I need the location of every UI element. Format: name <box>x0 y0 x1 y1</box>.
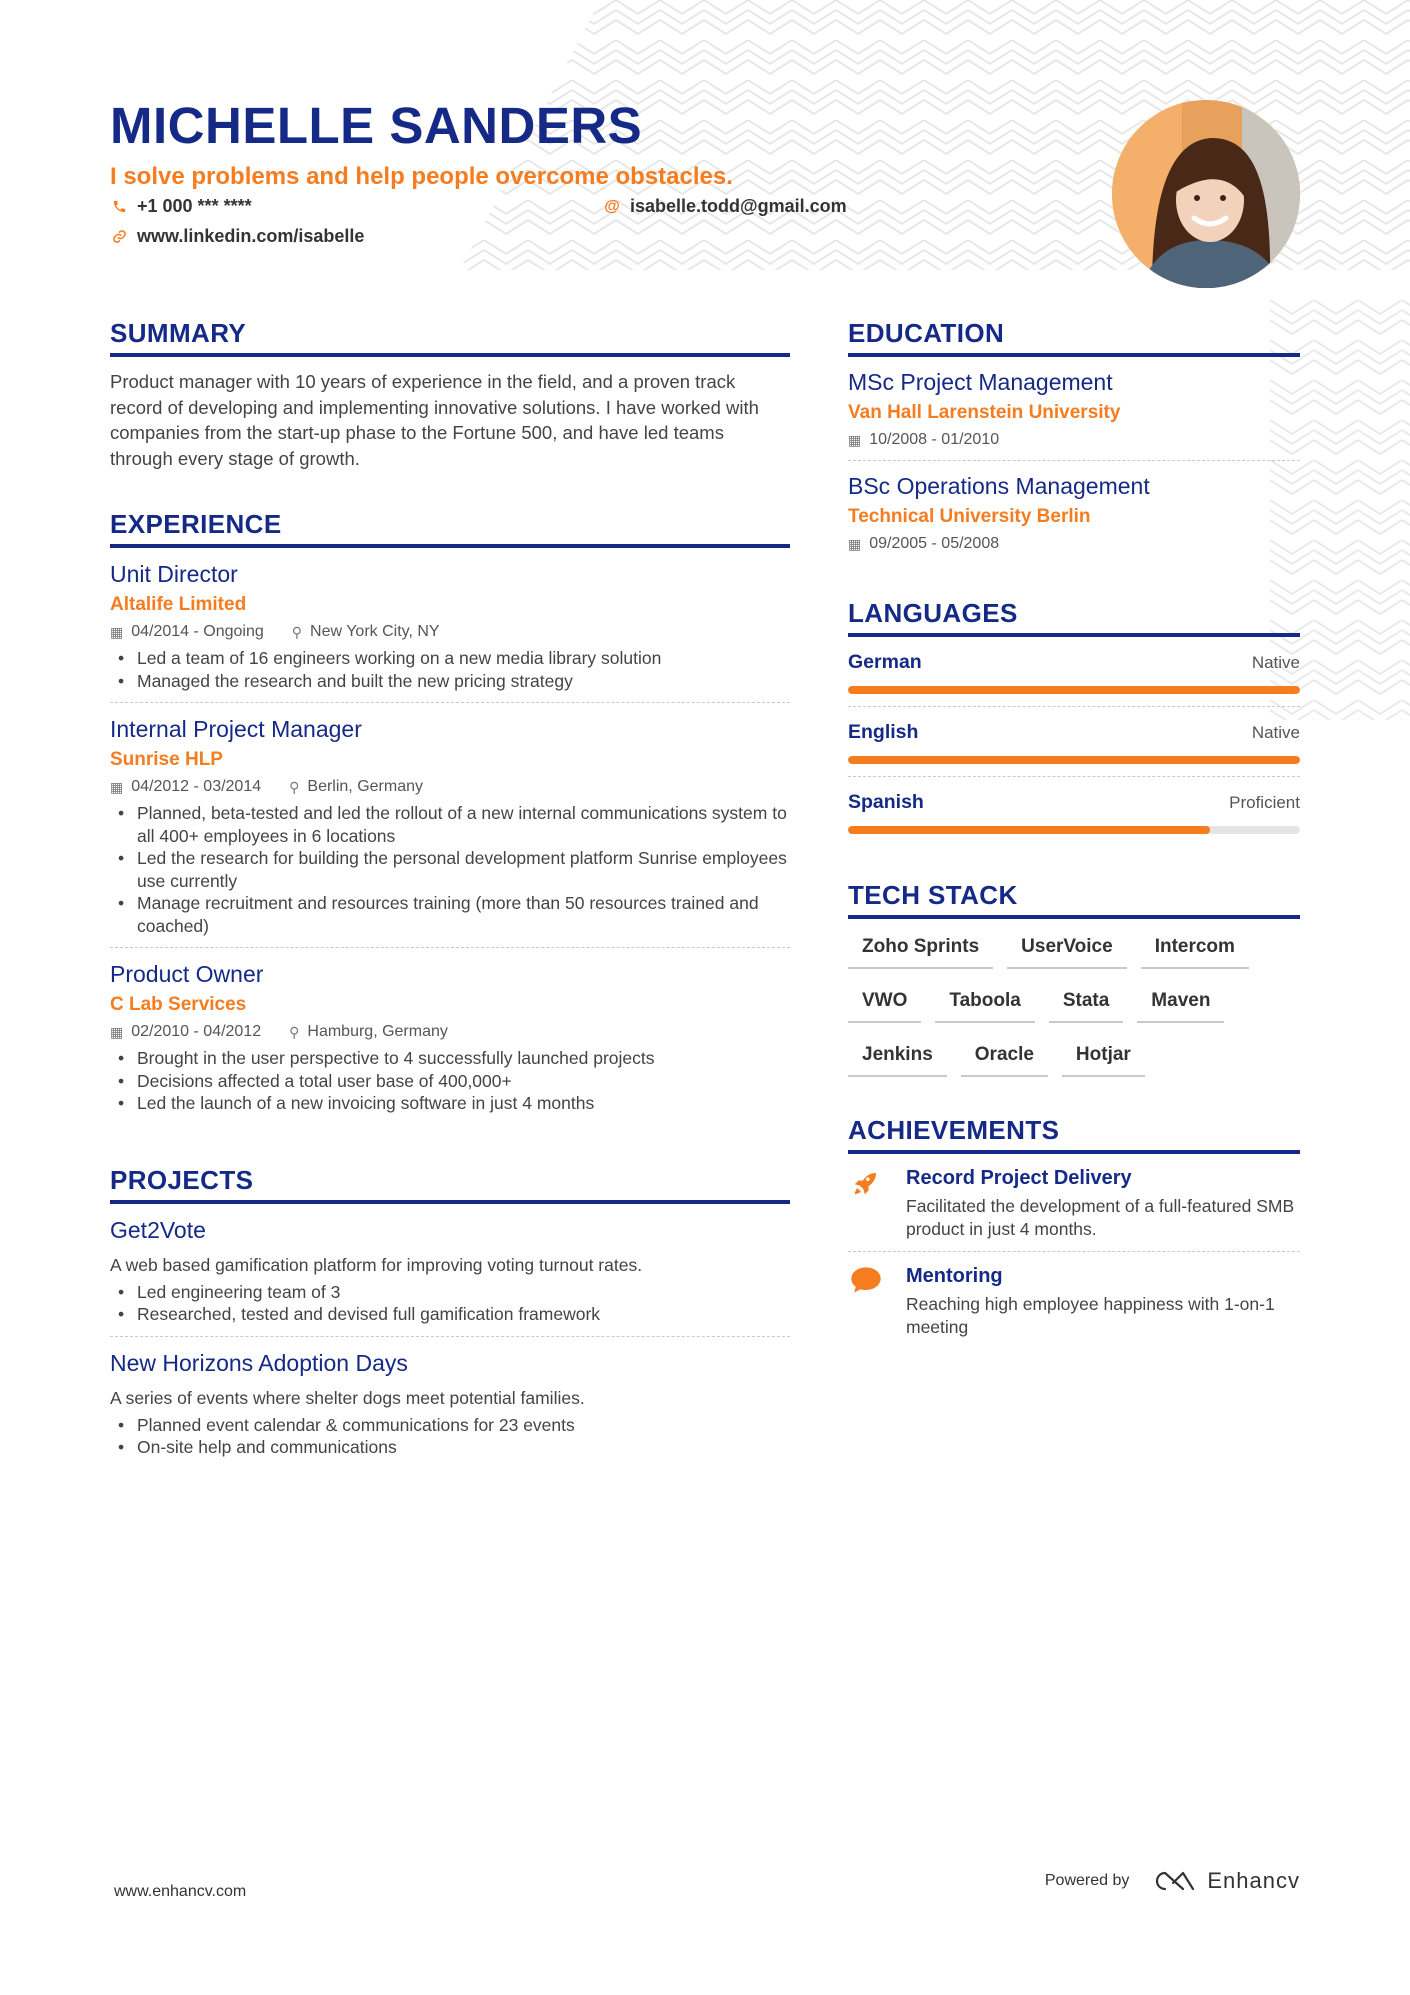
phone-contact <box>112 196 252 217</box>
email-contact[interactable] <box>604 196 847 217</box>
achievements-section <box>848 1115 1300 1349</box>
tech-tag: Stata <box>1049 989 1123 1023</box>
list-item: • Planned event calendar & communications for 23 events <box>110 1414 790 1437</box>
brand-name: Enhancv <box>1207 1868 1300 1893</box>
list-item: • Led the research for building the personal development platform Sunrise employees use currently <box>110 847 790 892</box>
languages-heading: LANGUAGES <box>848 598 1300 637</box>
list-item: • Led engineering team of 3 <box>110 1281 790 1304</box>
project-description: A web based gamification platform for improving voting turnout rates. <box>110 1254 643 1275</box>
list-item: • Brought in the user perspective to 4 successfully launched projects <box>110 1047 790 1070</box>
at-icon: @ <box>604 197 620 215</box>
job-meta <box>110 622 790 642</box>
degree-name: MSc Project Management <box>848 369 1113 395</box>
achievement-title: Mentoring <box>906 1265 1003 1287</box>
person-name: MICHELLE SANDERS <box>110 97 643 154</box>
rocket-icon <box>851 1168 881 1198</box>
phone-icon <box>112 199 127 214</box>
job-meta <box>110 777 790 797</box>
list-item: • Decisions affected a total user base of 400,000+ <box>110 1070 790 1093</box>
job-title: Internal Project Manager <box>110 716 362 742</box>
language-entry <box>848 707 1300 777</box>
projects-heading: PROJECTS <box>110 1165 790 1204</box>
tech-tag: VWO <box>848 989 921 1023</box>
link-icon <box>112 229 127 244</box>
footer-branding <box>1045 1868 1300 1894</box>
list-item: • Led a team of 16 engineers working on a new media library solution <box>110 647 790 670</box>
phone-number: +1 000 *** **** <box>137 196 252 216</box>
project-entry <box>110 1337 790 1469</box>
experience-entry <box>110 548 790 703</box>
project-entry <box>110 1204 790 1337</box>
achievement-description: Reaching high employee happiness with 1-on-1 meeting <box>906 1294 1275 1337</box>
education-section <box>848 318 1300 564</box>
list-item: • Led the launch of a new invoicing software in just 4 months <box>110 1092 790 1115</box>
left-column <box>110 318 790 1509</box>
location-pin-icon: ⚲ <box>291 624 303 640</box>
proficiency-fill <box>848 756 1300 764</box>
language-name: German <box>848 651 922 673</box>
tech-stack-section <box>848 880 1300 1077</box>
degree-name: BSc Operations Management <box>848 473 1150 499</box>
contact-row-2 <box>110 226 870 252</box>
job-bullets <box>110 647 790 692</box>
education-meta <box>848 430 1300 450</box>
language-level: Native <box>1251 723 1300 742</box>
proficiency-fill <box>848 686 1300 694</box>
job-dates: 04/2014 - Ongoing <box>131 623 264 640</box>
achievement-entry <box>848 1252 1300 1349</box>
education-heading: EDUCATION <box>848 318 1300 357</box>
education-dates: 09/2005 - 05/2008 <box>869 535 1000 552</box>
right-column <box>848 318 1300 1389</box>
project-name: Get2Vote <box>110 1216 206 1243</box>
calendar-icon: ▦ <box>110 779 124 795</box>
summary-heading: SUMMARY <box>110 318 790 357</box>
tech-tag: Maven <box>1137 989 1224 1023</box>
job-dates: 02/2010 - 04/2012 <box>131 1023 262 1040</box>
language-level: Proficient <box>1229 793 1300 812</box>
list-item: • Researched, tested and devised full gamification framework <box>110 1303 790 1326</box>
achievement-description: Facilitated the development of a full-featured SMB product in just 4 months. <box>906 1196 1295 1239</box>
projects-section <box>110 1165 790 1469</box>
tech-tag: UserVoice <box>1007 935 1127 969</box>
tech-tag: Intercom <box>1141 935 1249 969</box>
tech-tag: Hotjar <box>1062 1043 1145 1077</box>
job-title: Unit Director <box>110 561 238 587</box>
experience-entry <box>110 948 790 1125</box>
email-address[interactable]: isabelle.todd@gmail.com <box>630 196 847 216</box>
tagline: I solve problems and help people overcome obstacles. <box>110 163 733 190</box>
education-entry <box>848 357 1300 461</box>
profile-photo <box>1112 100 1300 288</box>
linkedin-url[interactable]: www.linkedin.com/isabelle <box>137 226 365 246</box>
enhancv-logo[interactable] <box>1151 1868 1300 1894</box>
calendar-icon: ▦ <box>110 1024 124 1040</box>
calendar-icon: ▦ <box>110 624 124 640</box>
language-name: English <box>848 721 919 743</box>
achievement-title: Record Project Delivery <box>906 1167 1132 1189</box>
list-item: • Planned, beta-tested and led the rollout of a new internal communications system to all 400+ employees in 6 locations <box>110 802 790 847</box>
contact-row-1 <box>110 196 870 222</box>
list-item: • Managed the research and built the new pricing strategy <box>110 670 790 693</box>
job-bullets <box>110 802 790 937</box>
tech-tags <box>848 935 1300 1077</box>
tech-stack-heading: TECH STACK <box>848 880 1300 919</box>
experience-heading: EXPERIENCE <box>110 509 790 548</box>
powered-by-text: Powered by <box>1044 1872 1130 1889</box>
language-name: Spanish <box>848 791 924 813</box>
job-location: Berlin, Germany <box>307 778 423 795</box>
language-level: Native <box>1251 653 1300 672</box>
location-pin-icon: ⚲ <box>289 779 300 795</box>
tech-tag: Oracle <box>961 1043 1048 1077</box>
job-meta <box>110 1022 790 1042</box>
proficiency-fill <box>848 826 1210 834</box>
language-entry <box>848 637 1300 707</box>
linkedin-contact[interactable] <box>112 226 364 247</box>
calendar-icon: ▦ <box>848 536 862 552</box>
list-item: • Manage recruitment and resources training (more than 50 resources trained and coached) <box>110 892 790 937</box>
calendar-icon: ▦ <box>848 432 862 448</box>
summary-text: Product manager with 10 years of experience in the field, and a proven track record of developing and implementing innovative solutions. I have worked with companies from the start-up phase to the Fortune 500, and have led teams through every stage of growth. <box>110 371 759 469</box>
job-bullets <box>110 1047 790 1115</box>
job-location: Hamburg, Germany <box>307 1023 448 1040</box>
proficiency-bar <box>848 686 1300 694</box>
footer-website[interactable]: www.enhancv.com <box>114 1883 247 1900</box>
location-pin-icon: ⚲ <box>289 1024 300 1040</box>
job-location: New York City, NY <box>310 623 440 640</box>
project-bullets <box>110 1281 790 1326</box>
company-name: C Lab Services <box>110 994 247 1015</box>
company-name: Sunrise HLP <box>110 749 223 770</box>
education-meta <box>848 534 1300 554</box>
tech-tag: Zoho Sprints <box>848 935 993 969</box>
achievement-entry <box>848 1154 1300 1252</box>
project-name: New Horizons Adoption Days <box>110 1349 408 1376</box>
job-dates: 04/2012 - 03/2014 <box>131 778 262 795</box>
tech-tag: Jenkins <box>848 1043 947 1077</box>
enhancv-logo-icon <box>1151 1869 1197 1893</box>
languages-section <box>848 598 1300 846</box>
experience-entry <box>110 703 790 948</box>
education-entry <box>848 461 1300 564</box>
list-item: • On-site help and communications <box>110 1436 790 1459</box>
company-name: Altalife Limited <box>110 594 247 615</box>
language-entry <box>848 777 1300 846</box>
proficiency-bar <box>848 756 1300 764</box>
avatar <box>1112 100 1300 288</box>
project-description: A series of events where shelter dogs meet potential families. <box>110 1387 585 1408</box>
achievements-heading: ACHIEVEMENTS <box>848 1115 1300 1154</box>
experience-section <box>110 509 790 1125</box>
education-dates: 10/2008 - 01/2010 <box>869 431 1000 448</box>
tech-tag: Taboola <box>935 989 1034 1023</box>
school-name: Technical University Berlin <box>848 506 1091 527</box>
school-name: Van Hall Larenstein University <box>848 402 1121 423</box>
summary-section <box>110 318 790 471</box>
speech-bubble-icon <box>850 1266 882 1294</box>
proficiency-bar <box>848 826 1300 834</box>
project-bullets <box>110 1414 790 1459</box>
resume-header <box>110 96 870 252</box>
job-title: Product Owner <box>110 961 264 987</box>
